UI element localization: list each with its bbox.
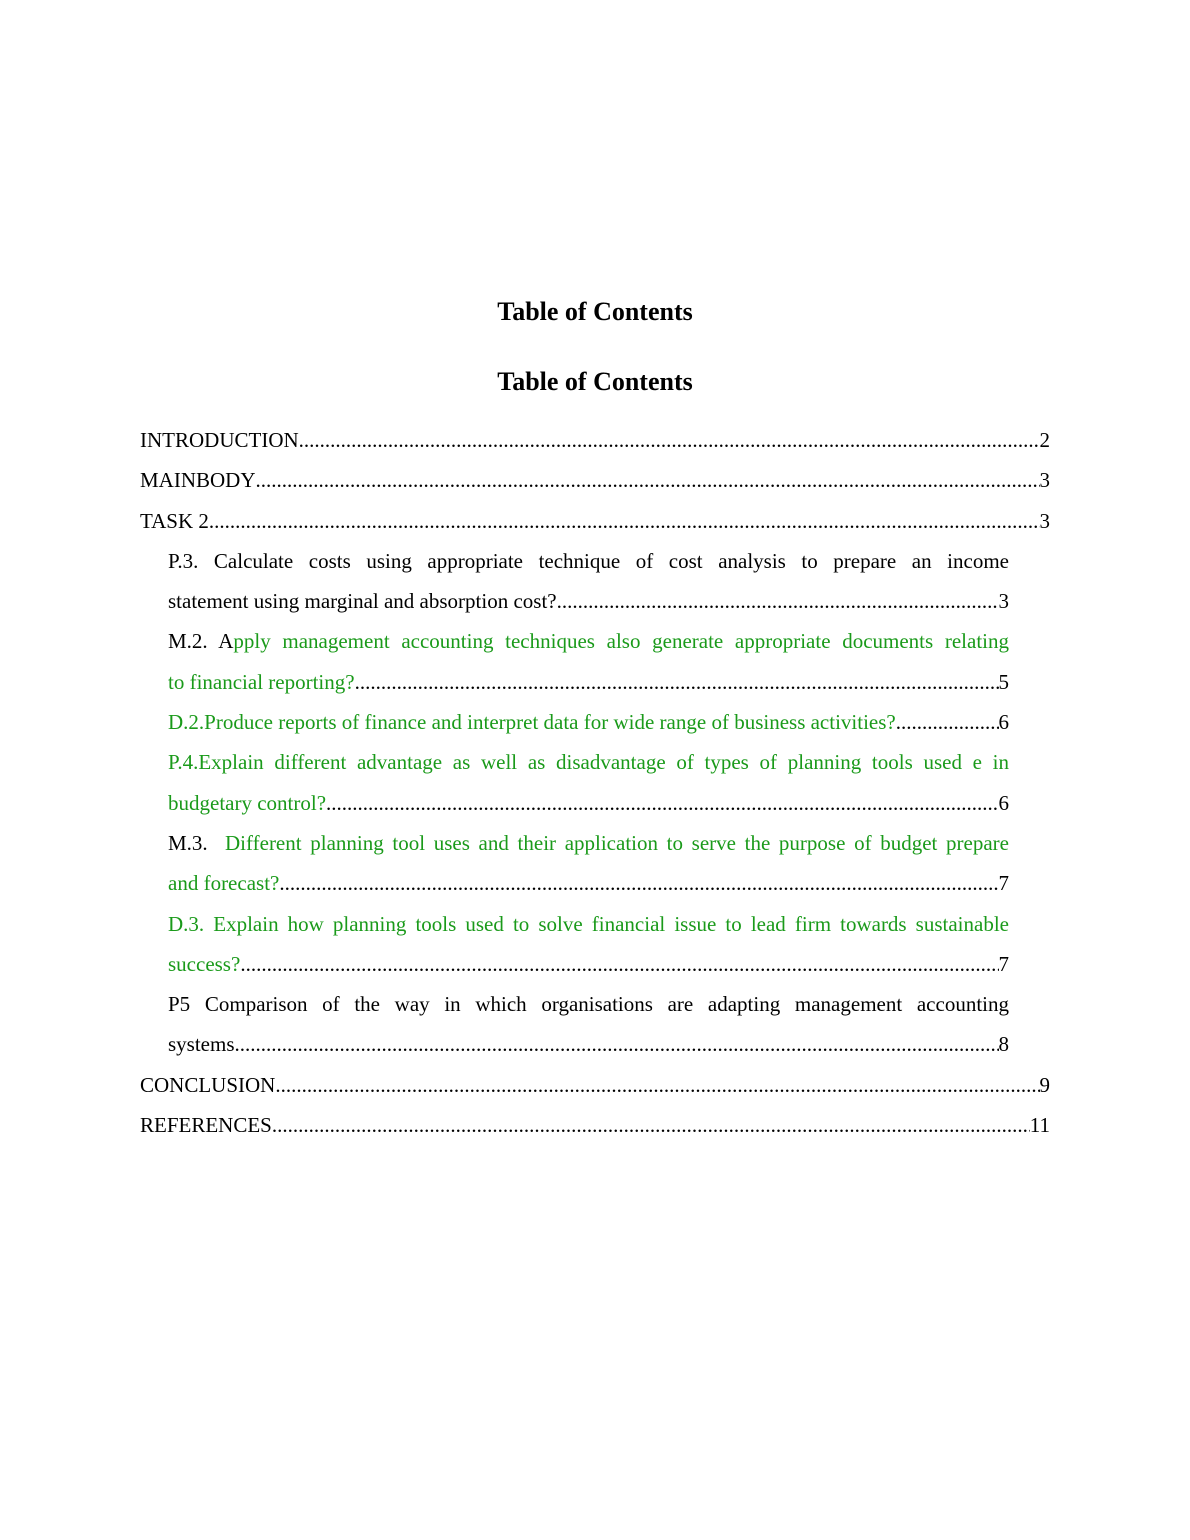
dot-leader: [326, 783, 998, 823]
toc-entry-line2: [168, 944, 1009, 984]
toc-page-number: 9: [1039, 1072, 1050, 1097]
toc-page-number: 3: [998, 589, 1009, 614]
toc-page-number: 3: [1039, 508, 1050, 533]
toc-entry-line2: [168, 1024, 1009, 1064]
toc-page-number: 3: [1039, 468, 1050, 493]
toc-entry-references[interactable]: [140, 1105, 1050, 1145]
toc-entry-label-line1: P.4.Explain different advantage as well as disadvantage of types of planning tools used e in: [168, 750, 1009, 775]
toc-page-number: 2: [1039, 428, 1050, 452]
toc-entry-m2[interactable]: [140, 621, 1050, 702]
toc-entry-p4[interactable]: [140, 742, 1050, 823]
toc-page-number: 5: [998, 669, 1009, 694]
dot-leader: [557, 581, 999, 621]
toc-entry-title-green: Different planning tool uses and their application to serve the purpose of budget prepare: [225, 830, 1009, 855]
toc-entry-p5[interactable]: [140, 984, 1050, 1065]
toc-entry-prefix: M.2. A: [168, 629, 234, 654]
dot-leader: [272, 1105, 1030, 1145]
toc-entry-label-line2: and forecast?: [168, 871, 280, 896]
toc-entry-conclusion[interactable]: [140, 1065, 1050, 1105]
toc-entry-prefix: M.3.: [168, 830, 208, 855]
toc-entry-line2: [168, 783, 1009, 823]
table-of-contents: [140, 420, 1050, 1145]
toc-entry-label-line2: statement using marginal and absorption cost?: [168, 589, 557, 614]
dot-leader: [355, 662, 999, 702]
toc-entry-label: INTRODUCTION: [140, 428, 299, 452]
toc-entry-label: D.2.Produce reports of finance and interpret data for wide range of business activities?: [168, 710, 896, 735]
dot-leader: [256, 460, 1040, 500]
toc-entry-label-line2: budgetary control?: [168, 790, 327, 815]
toc-page-number: 7: [998, 871, 1009, 896]
toc-entry-m3[interactable]: [140, 823, 1050, 904]
dot-leader: [275, 1065, 1039, 1105]
toc-entry-p3[interactable]: [140, 541, 1050, 622]
document-title: Table of Contents: [497, 297, 693, 326]
dot-leader: [279, 863, 998, 903]
toc-page-number: 6: [998, 790, 1009, 815]
toc-page-number: 6: [998, 710, 1009, 735]
toc-entry-label-line2: to financial reporting?: [168, 669, 355, 694]
toc-entry-line2: [168, 581, 1009, 621]
toc-entry-label-line2: systems: [168, 1032, 235, 1057]
toc-entry-label-line2: success?: [168, 951, 241, 976]
toc-entry-label-line1: P5 Comparison of the way in which organisations are adapting management accounting: [168, 992, 1009, 1017]
dot-leader: [299, 420, 1040, 460]
toc-entry-mainbody[interactable]: [140, 460, 1050, 500]
toc-entry-label: TASK 2: [140, 508, 209, 533]
dot-leader: [235, 1024, 999, 1064]
toc-entry-d2[interactable]: [140, 702, 1050, 742]
dot-leader: [240, 944, 998, 984]
toc-entry-label-line1: P.3. Calculate costs using appropriate technique of cost analysis to prepare an income: [168, 548, 1009, 573]
toc-page-number: 11: [1029, 1113, 1050, 1138]
toc-heading: Table of Contents: [497, 367, 693, 396]
toc-entry-label: CONCLUSION: [140, 1072, 276, 1097]
toc-entry-label-line1: D.3. Explain how planning tools used to solve financial issue to lead firm towards sustainable: [168, 911, 1009, 936]
toc-entry-label-line1: [168, 823, 1009, 863]
toc-entry-label-line1: [168, 621, 1009, 661]
toc-page-number: 8: [998, 1032, 1009, 1057]
toc-page-number: 7: [998, 951, 1009, 976]
dot-leader: [209, 501, 1040, 541]
toc-entry-label: REFERENCES: [140, 1113, 272, 1138]
toc-entry-d3[interactable]: [140, 904, 1050, 985]
toc-entry-line2: [168, 662, 1009, 702]
toc-entry-title-green: pply management accounting techniques also generate appropriate documents relating: [233, 629, 1009, 654]
toc-entry-introduction[interactable]: [140, 420, 1050, 460]
toc-entry-label: MAINBODY: [140, 468, 256, 493]
toc-entry-task-2[interactable]: [140, 501, 1050, 541]
dot-leader: [896, 702, 999, 742]
toc-entry-line2: [168, 863, 1009, 903]
